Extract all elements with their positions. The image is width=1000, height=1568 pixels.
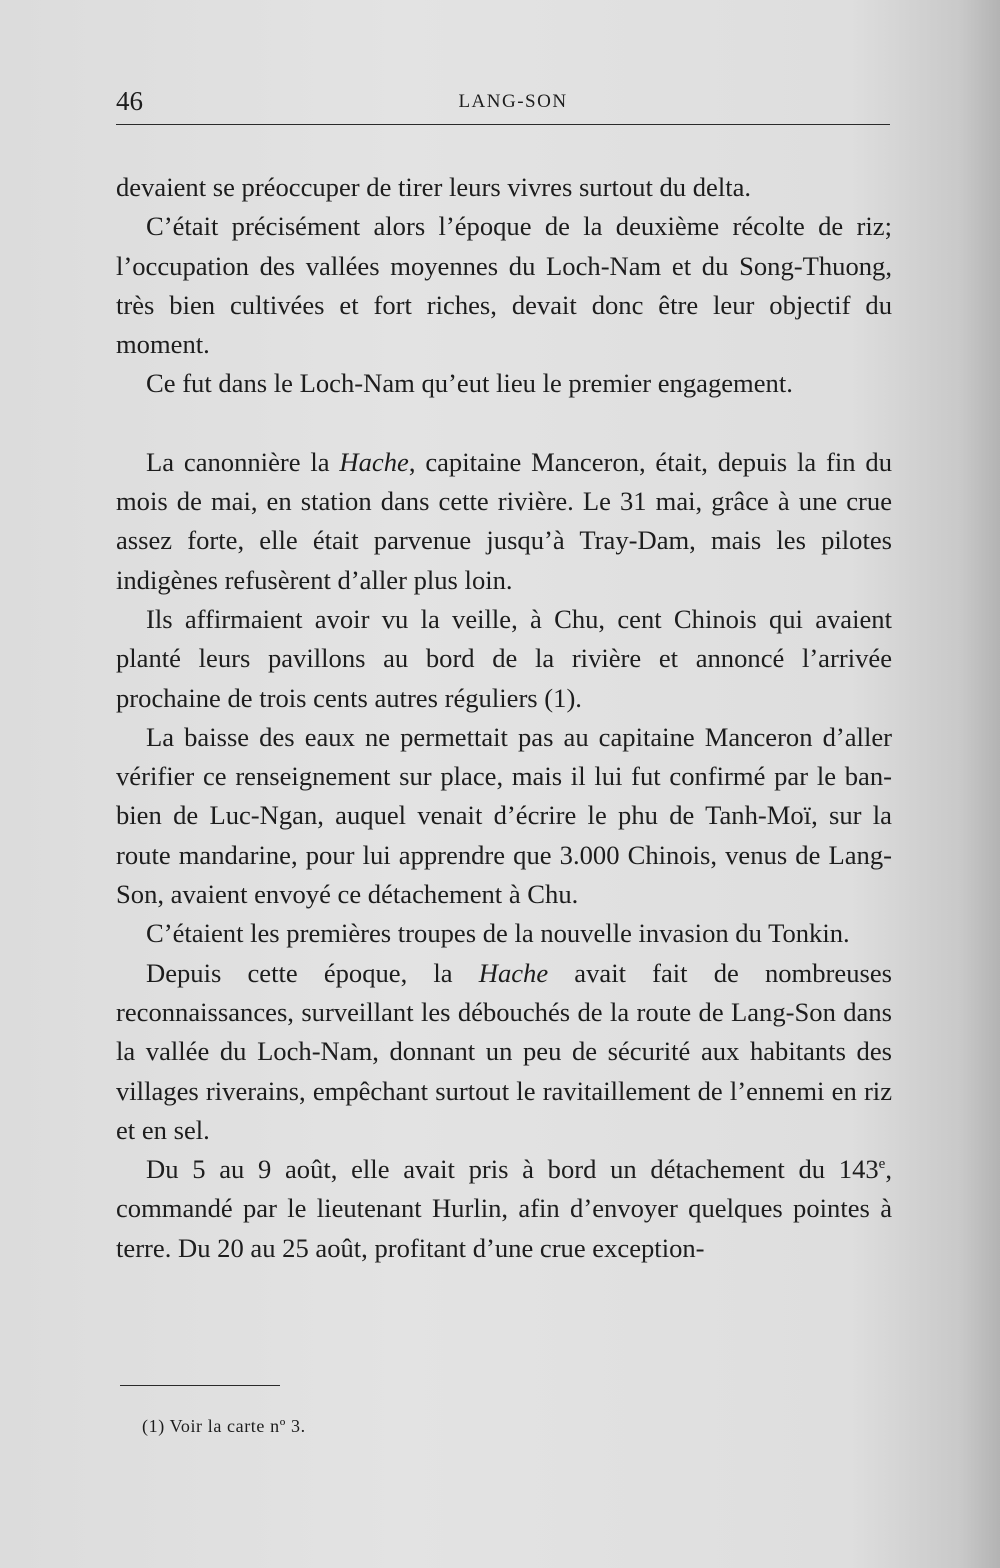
header-rule [116,124,890,125]
paragraph [116,1150,892,1268]
paragraph: La baisse des eaux ne permettait pas au capitaine Manceron d’aller vérifier ce renseignement sur place, mais il lui fut confirmé par le ban-bien de Luc-Ngan, auquel venait d’écrire le phu de Tanh-Moï, sur la route mandarine, pour lui apprendre que 3.000 Chinois, venus de Lang-Son, avaient envoyé ce détachement à Chu. [116,721,892,910]
paragraph [116,443,892,600]
text-run: Du 5 au 9 août, elle avait pris à bord un détachement du 143 [146,1154,879,1185]
italic-ship-name: Hache [478,957,549,988]
paragraph [116,954,892,1150]
text-run: , commandé par le lieutenant Hurlin, afin d’envoyer quelques pointes à terre. Du 20 au 25 août, profitant d’une crue exception- [116,1154,892,1263]
body-text [116,168,892,1268]
paragraph: C’étaient les premières troupes de la nouvelle invasion du Tonkin. [146,918,850,949]
running-title: LANG-SON [458,91,568,112]
footnote-rule [120,1385,280,1386]
page-header [116,86,890,116]
italic-ship-name: Hache [339,446,409,477]
paragraph: Ce fut dans le Loch-Nam qu’eut lieu le premier engagement. [146,368,793,399]
text-run: avait fait de nombreuses reconnaissances, surveillant les débouchés de la route de Lang-Son dans la vallée du Loch-Nam, donnant un peu de sécurité aux habitants des villages riverains, empêchant surtout le ravitaillement de l’ennemi en riz et en sel. [116,957,892,1145]
paragraph: Ils affirmaient avoir vu la veille, à Chu, cent Chinois qui avaient planté leurs pavillons au bord de la rivière et annoncé l’arrivée prochaine de trois cents autres réguliers (1). [116,603,892,713]
superscript: e [878,1156,886,1173]
text-run: Depuis cette époque, la [146,957,479,988]
paragraph: C’était précisément alors l’époque de la deuxième récolte de riz; l’occupation des vallées moyennes du Loch-Nam et du Song-Thuong, très bien cultivées et fort riches, devait donc être leur objectif du moment. [116,211,892,360]
text-run: , capitaine Manceron, était, depuis la fin du mois de mai, en station dans cette rivière. Le 31 mai, grâce à une crue assez forte, elle était parvenue jusqu’à Tray-Dam, mais les pilotes indigènes refusèrent d’aller plus loin. [116,446,892,595]
text-run: La canonnière la [146,446,340,477]
page-number: 46 [116,86,143,116]
paragraph-continuation: devaient se préoccuper de tirer leurs vivres surtout du delta. [116,172,752,202]
footnote: (1) Voir la carte nº 3. [142,1416,306,1436]
